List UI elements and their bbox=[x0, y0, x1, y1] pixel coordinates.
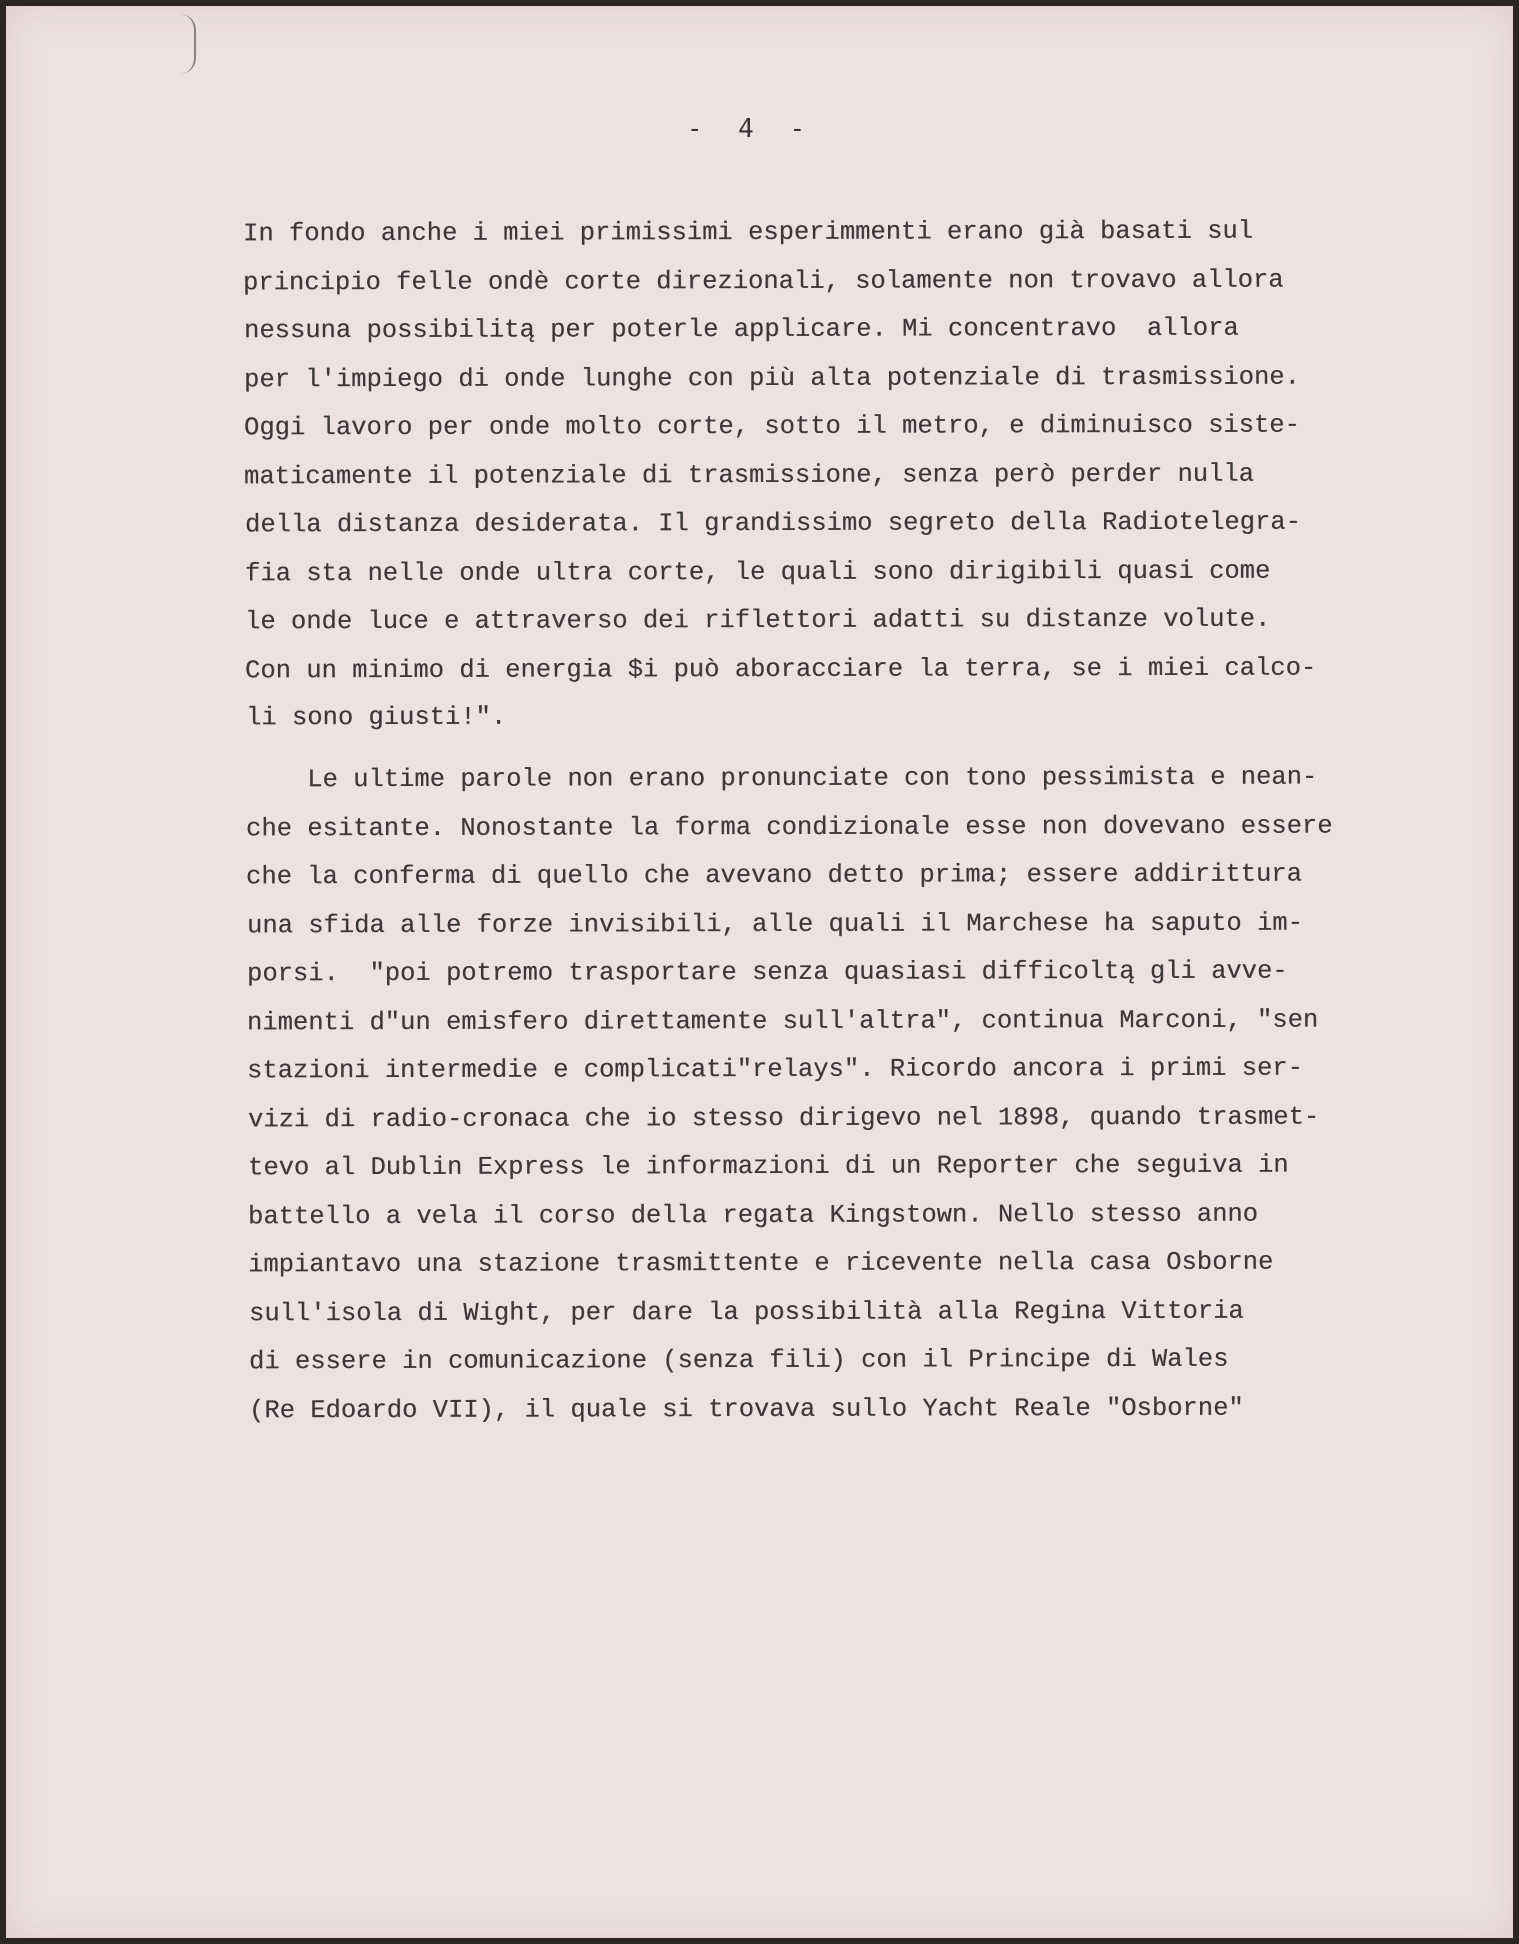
text-line: della distanza desiderata. Il grandissimo segreto della Radiotelegra- bbox=[244, 507, 1301, 540]
text-line: porsi. "poi potremo trasportare senza quasiasi difficoltą gli avve- bbox=[246, 956, 1288, 989]
text-line: fia sta nelle onde ultra corte, le quali sono dirigibili quasi come bbox=[244, 556, 1271, 588]
text-line: tevo al Dublin Express le informazioni di un Reporter che seguiva in bbox=[247, 1150, 1289, 1183]
text-line: Le ultime parole non erano pronunciate con tono pessimista e nean- bbox=[245, 762, 1317, 795]
text-line: In fondo anche i miei primissimi esperimmenti erano già basati sul bbox=[242, 216, 1254, 249]
text-line: maticamente il potenziale di trasmissione, senza però perder nulla bbox=[244, 459, 1255, 491]
text-line: le onde luce e attraverso dei riflettori adatti su distanze volute. bbox=[244, 604, 1271, 637]
text-line: vizi di radio-cronaca che io stesso dirigevo nel 1898, quando trasmet- bbox=[247, 1102, 1319, 1134]
text-line: Oggi lavoro per onde molto corte, sotto il metro, e diminuisco siste- bbox=[243, 410, 1300, 443]
text-line: che la conferma di quello che avevano detto prima; essere addirittura bbox=[246, 859, 1303, 892]
text-line: battello a vela il corso della regata Kingstown. Nello stesso anno bbox=[247, 1199, 1259, 1231]
document-page bbox=[6, 6, 1513, 1938]
text-line: li sono giusti!". bbox=[245, 702, 506, 733]
text-line: nimenti d"un emisfero direttamente sull'altra", continua Marconi, "sen bbox=[246, 1005, 1319, 1037]
corner-mark bbox=[180, 14, 196, 74]
text-line: sull'isola di Wight, per dare la possibilità alla Regina Vittoria bbox=[248, 1296, 1244, 1328]
text-line: (Re Edoardo VII), il quale si trovava sullo Yacht Reale "Osborne" bbox=[248, 1393, 1244, 1425]
text-line: nessuna possibilitą per poterle applicare. Mi concentravo allora bbox=[243, 313, 1239, 346]
text-line: stazioni intermedie e complicati"relays". Ricordo ancora i primi ser- bbox=[247, 1053, 1304, 1086]
page-number: - 4 - bbox=[686, 114, 816, 144]
text-line: per l'impiego di onde lunghe con più alta potenziale di trasmissione. bbox=[243, 362, 1300, 394]
text-line: di essere in comunicazione (senza fili) con il Principe di Wales bbox=[248, 1344, 1229, 1377]
text-line: una sfida alle forze invisibili, alle quali il Marchese ha saputo im- bbox=[246, 908, 1303, 940]
text-line: principio felle ondè corte direzionali, solamente non trovavo allora bbox=[243, 265, 1284, 297]
text-line: impiantavo una stazione trasmittente e ricevente nella casa Osborne bbox=[248, 1247, 1274, 1280]
text-line: che esitante. Nonostante la forma condizionale esse non dovevano essere bbox=[245, 811, 1333, 843]
text-line: Con un minimo di energia $i può aboracciare la terra, se i miei calco- bbox=[245, 653, 1317, 685]
